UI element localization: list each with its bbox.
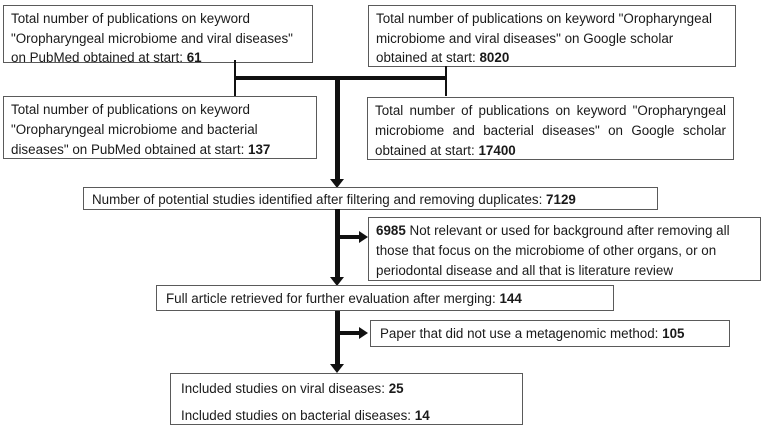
box-gscholar-viral-text: Total number of publications on keyword "Oropharyngeal microbiome and viral diseases" on Google scholar obtained at start: <box>376 11 712 65</box>
connector-main-line-2 <box>335 209 340 277</box>
box-gscholar-bacterial <box>367 97 734 160</box>
box-filtered-text: Number of potential studies identified after filtering and removing duplicates: <box>92 192 547 207</box>
box-excluded-background-text: Not relevant or used for background after removing all those that focus on the microbiome of other organs, or on periodontal disease and all that is literature review <box>376 223 730 278</box>
connector-main-line-1 <box>335 76 340 179</box>
included-bacterial-text: Included studies on bacterial diseases: <box>181 407 415 423</box>
box-excluded-metagenomic-text: Paper that did not use a metagenomic method: <box>380 326 663 341</box>
box-gscholar-bacterial-text: Total number of publications on keyword "Oropharyngeal microbiome and bacterial diseases" on Google scholar obtained at start: <box>375 103 726 158</box>
arrow-right-icon <box>359 231 368 243</box>
connector-collector-line <box>234 76 447 80</box>
connector-branch-1 <box>340 235 359 239</box>
box-pubmed-viral <box>3 5 313 63</box>
box-gscholar-viral-count: 8020 <box>479 50 510 65</box>
box-pubmed-bacterial-text: Total number of publications on keyword "Oropharyngeal microbiome and bacterial diseases" on PubMed obtained at start: <box>11 102 258 157</box>
connector-branch-2 <box>340 331 359 335</box>
connector-stub-right <box>445 66 447 96</box>
included-viral-text: Included studies on viral diseases: <box>181 381 389 396</box>
box-full-article-count: 144 <box>499 291 522 306</box>
included-viral-line <box>181 379 512 399</box>
box-full-article-text: Full article retrieved for further evaluation after merging: <box>166 291 500 306</box>
box-pubmed-bacterial-count: 137 <box>248 142 271 157</box>
arrow-down-icon <box>330 364 344 373</box>
box-pubmed-bacterial <box>3 96 317 159</box>
connector-main-line-3 <box>335 311 340 365</box>
box-excluded-metagenomic <box>370 320 730 347</box>
box-filtered-count: 7129 <box>546 192 576 207</box>
box-gscholar-bacterial-count: 17400 <box>478 143 516 158</box>
included-viral-count: 25 <box>388 381 404 396</box>
box-pubmed-viral-count: 61 <box>186 50 202 65</box>
arrow-right-icon <box>359 327 368 339</box>
box-excluded-metagenomic-count: 105 <box>662 326 685 341</box>
box-included-studies <box>170 373 523 425</box>
box-full-article <box>156 285 614 311</box>
box-gscholar-viral <box>368 5 736 67</box>
box-excluded-background <box>368 217 761 281</box>
box-filtered-duplicates <box>83 187 658 210</box>
box-pubmed-viral-text: Total number of publications on keyword "Oropharyngeal microbiome and viral diseases" on PubMed obtained at start: <box>11 11 293 65</box>
box-excluded-background-count: 6985 <box>376 223 406 238</box>
included-bacterial-count: 14 <box>414 407 430 423</box>
included-bacterial-line <box>181 406 512 426</box>
